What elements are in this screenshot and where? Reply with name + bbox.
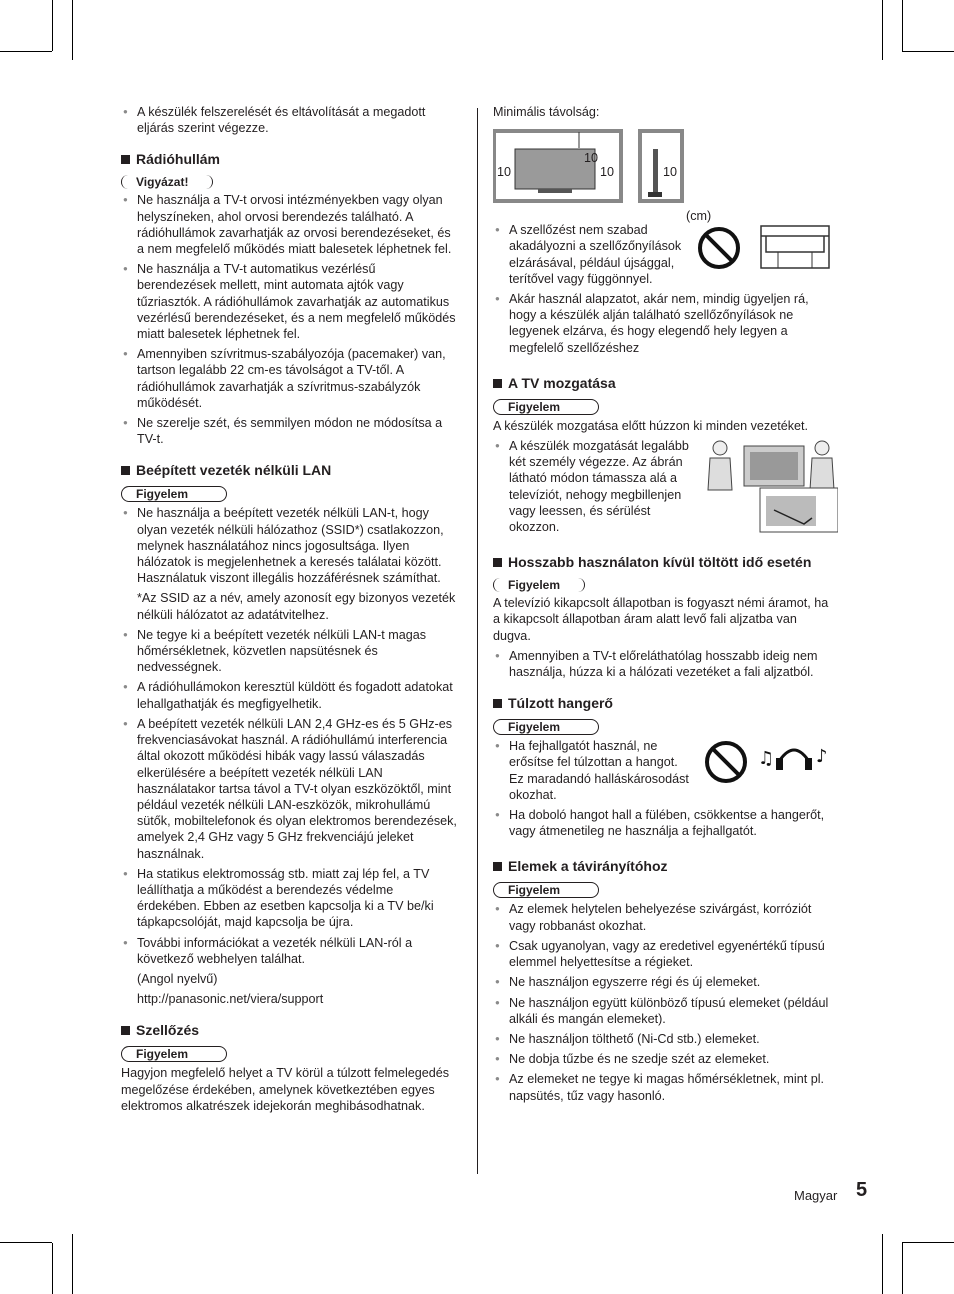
list-item: ● Ne használja a TV-t orvosi intézményekben vagy olyan helyszíneken, ahol orvosi berendezés található. A rádióhullámok zavarhatják az orvosi berendezéseket, és a nem megfelelő működés miatt balesetek léphetnek fel.	[121, 192, 458, 257]
section-heading-batteries: Elemek a távirányítóhoz	[493, 858, 838, 875]
caution-label: Figyelem	[493, 719, 599, 735]
section-heading-radio: Rádióhullám	[121, 151, 458, 168]
crop-mark	[72, 1234, 73, 1294]
left-column	[121, 104, 458, 1118]
list-item: ● A készülék mozgatását legalább két személy végezze. Az ábrán látható módon támassza alá a televíziót, nehogy megbillenjen vagy leessen, és sérülést okozzon.	[493, 438, 838, 535]
list-item: ● Akár használ alapzatot, akár nem, mindig ügyeljen rá, hogy a készülék alján található szellőzőnyílások ne legyenek elzárva, és hogy elegendő hely legyen a megfelelő szellőzéshez	[493, 291, 838, 356]
intro-list	[121, 104, 458, 136]
crop-mark	[52, 1243, 53, 1294]
section-heading-unused: Hosszabb használaton kívül töltött idő esetén	[493, 554, 838, 571]
list-item: ● Ne használja a TV-t automatikus vezérlésű berendezések mellett, mint automata ajtók vagy tűzriasztók. A rádióhullámok zavarhatják az automatikus vezérlésű berendezéseket, és a nem megfelelő működés miatt balesetek léphetnek fel.	[121, 261, 458, 342]
list-item: ● Ha fejhallgatót használ, ne erősítse fel túlzottan a hangot. Ez maradandó halláskárosodást okozhat.	[493, 738, 838, 803]
unused-list	[493, 648, 838, 680]
list-item: ● A szellőzést nem szabad akadályozni a szellőzőnyílások elzárásával, például újsággal, terítővel vagy függönnyel.	[493, 222, 838, 287]
crop-mark	[902, 51, 954, 52]
caution-label: Figyelem	[493, 578, 585, 592]
list-item: ● Amennyiben a TV-t előreláthatólag hosszabb ideig nem használja, húzza ki a hálózati vezetéket a fali aljzatból.	[493, 648, 838, 680]
caution-label: Vigyázat!	[121, 175, 213, 189]
support-url: http://panasonic.net/viera/support	[137, 992, 324, 1007]
moving-text: A készülék mozgatása előtt húzzon ki minden vezetéket.	[493, 418, 809, 433]
distance-left: 10	[497, 165, 512, 180]
section-heading-volume: Túlzott hangerő	[493, 695, 838, 712]
crop-mark	[902, 0, 903, 51]
crop-mark	[902, 1242, 954, 1243]
moving-list	[493, 438, 838, 535]
unit-label: (cm)	[686, 209, 712, 224]
list-item: ● A beépített vezeték nélküli LAN 2,4 GHz-es és 5 GHz-es frekvenciasávokat használ. A rádióhullámú interferencia által okozott működési hibák vagy lassú válaszadás elkerülésére a beépített vezeték nélküli LAN használatakor tartsa távol a TV-t olyan eszközöktől, mint például vezeték nélküli LAN-eszközök, mikrohullámú sütők, mobiltelefonok és olyan elektromos berendezések, amelyek 2,4 GHz vagy 5 GHz frekvenciájú jeleket használnak.	[121, 716, 458, 862]
unused-text: A televízió kikapcsolt állapotban is fogyaszt némi áramot, ha a kikapcsolt állapotban áram alatt levő fali aljzatba van dugva.	[493, 596, 829, 643]
min-distance-label: Minimális távolság:	[493, 105, 600, 119]
clearance-figure	[493, 124, 838, 224]
svg-text:♪: ♪	[816, 746, 828, 768]
list-item: ● További információkat a vezeték nélküli LAN-ról a következő webhelyen találhat.	[121, 935, 458, 967]
list-item: ● Az elemek helytelen behelyezése szivárgást, korróziót vagy robbanást okozhat.	[493, 901, 838, 933]
right-column	[493, 104, 838, 1108]
list-item: ● Csak ugyanolyan, vagy az eredetivel egyenértékű típusú elemmel helyettesítse a régieket.	[493, 938, 838, 970]
crop-mark	[72, 0, 73, 60]
distance-right: 10	[600, 165, 615, 180]
section-heading-lan: Beépített vezeték nélküli LAN	[121, 462, 458, 479]
list-item: ● Ha doboló hangot hall a fülében, csökkentse a hangerőt, vagy átmenetileg ne használja a fejhallgatót.	[493, 807, 838, 839]
ssid-note: *Az SSID az a név, amely azonosít egy bizonyos vezeték nélküli hálózatot az adatátvitelhez.	[137, 591, 456, 622]
list-item: ● Ne használja a beépített vezeték nélküli LAN-t, hogy olyan vezeték nélküli hálózathoz (SSID*) csatlakozzon, melynek használatához nincs jogosultsága. Ilyen hálózatok is megjelenhetnek a keresés találatai között. Használatuk viszont illegális hozzáférésnek számíthat.	[121, 505, 458, 586]
crop-mark	[902, 1243, 903, 1294]
list-item: ● Ne használjon egyszerre régi és új elemeket.	[493, 974, 838, 990]
caution-label: Figyelem	[121, 1046, 227, 1062]
language-note: (Angol nyelvű)	[137, 971, 218, 986]
crop-mark	[0, 51, 52, 52]
crop-mark	[882, 1234, 883, 1294]
list-item: ● Ne használjon együtt különböző típusú elemeket (például alkáli és mangán elemeket).	[493, 995, 838, 1027]
list-item: ● A készülék felszerelését és eltávolítását a megadott eljárás szerint végezze.	[121, 104, 458, 136]
caution-label: Figyelem	[493, 882, 599, 898]
ventilation-list	[493, 222, 838, 356]
radio-list	[121, 192, 458, 447]
crop-mark	[882, 0, 883, 60]
batteries-list	[493, 901, 838, 1103]
list-item: ● Az elemeket ne tegye ki magas hőmérsékletnek, mint pl. napsütés, tűz vagy hasonló.	[493, 1071, 838, 1103]
list-item: ● A rádióhullámokon keresztül küldött és fogadott adatokat lehallgathatják és megfigyelhetik.	[121, 679, 458, 711]
list-item: ● Amennyiben szívritmus-szabályozója (pacemaker) van, tartson legalább 22 cm-es távolságot a TV-től. A rádióhullámok zavarhatják a szívritmus-szabályzók működését.	[121, 346, 458, 411]
section-heading-moving: A TV mozgatása	[493, 375, 838, 392]
crop-mark	[52, 0, 53, 51]
crop-mark	[0, 1242, 52, 1243]
column-divider	[477, 108, 478, 1174]
caution-label: Figyelem	[493, 399, 599, 415]
lan-list	[121, 505, 458, 586]
section-heading-ventilation: Szellőzés	[121, 1022, 458, 1039]
footer-language: Magyar	[794, 1188, 838, 1203]
page-number: 5	[856, 1179, 868, 1201]
list-item: ● Ne szerelje szét, és semmilyen módon ne módosítsa a TV-t.	[121, 415, 458, 447]
svg-text:♫: ♫	[758, 748, 775, 770]
list-item: ● Ha statikus elektromosság stb. miatt zaj lép fel, a TV leállíthatja a működést a berendezés védelme érdekében. Ebben az esetben kapcsolja ki a TV be/ki tápkapcsolóját, majd kapcsolja be újra.	[121, 866, 458, 931]
distance-back: 10	[663, 165, 678, 180]
lan-list-2	[121, 627, 458, 967]
caution-label: Figyelem	[121, 486, 227, 502]
list-item: ● Ne tegye ki a beépített vezeték nélküli LAN-t magas hőmérsékletnek, közvetlen napsütésnek és nedvességnek.	[121, 627, 458, 676]
distance-top: 10	[584, 151, 599, 166]
volume-list	[493, 738, 838, 839]
list-item: ● Ne dobja tűzbe és ne szedje szét az elemeket.	[493, 1051, 838, 1067]
list-item: ● Ne használjon tölthető (Ni-Cd stb.) elemeket.	[493, 1031, 838, 1047]
ventilation-text: Hagyjon megfelelő helyet a TV körül a túlzott felmelegedés megelőzése érdekében, amelynek következtében egyes elektromos alkatrészek idejekorán meghibásodhatnak.	[121, 1066, 450, 1113]
